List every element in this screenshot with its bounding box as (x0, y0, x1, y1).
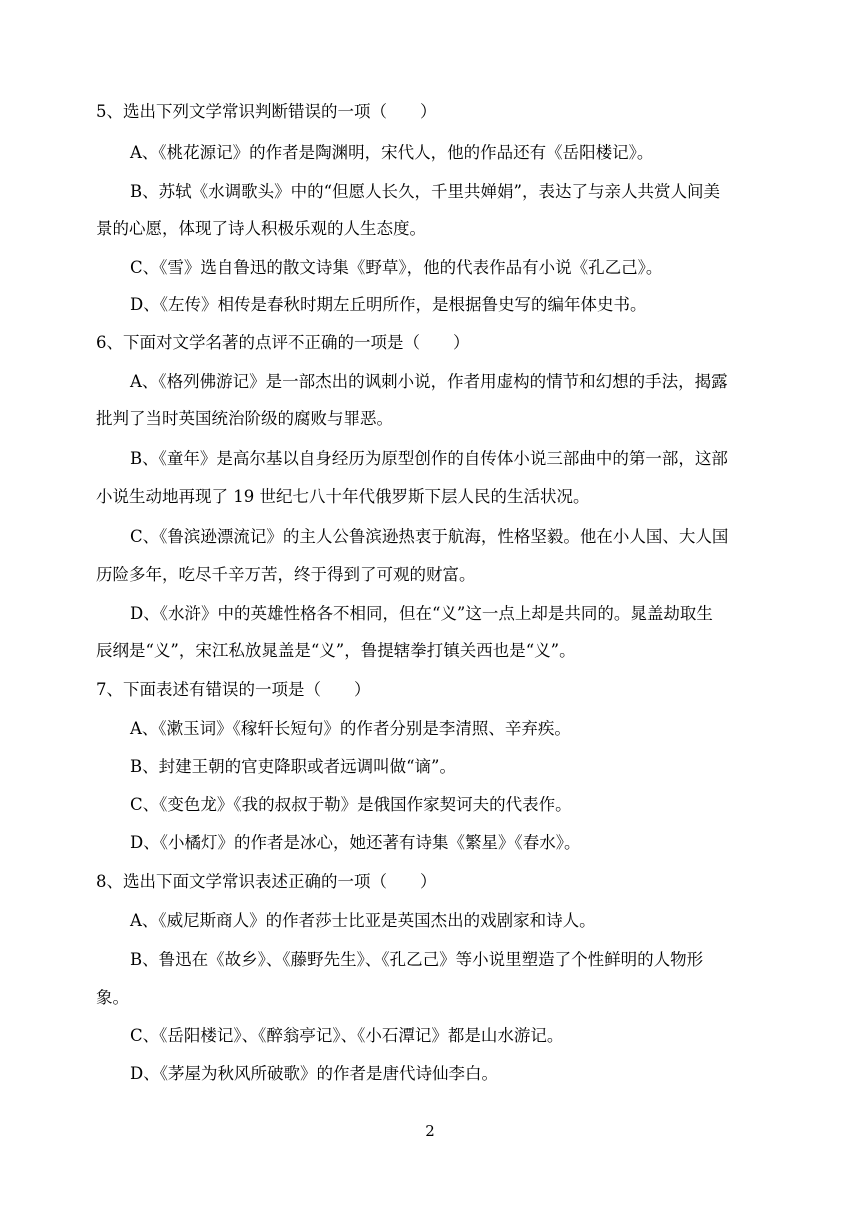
question-8-stem: 8、选出下面文学常识表述正确的一项（ ） (96, 872, 437, 891)
question-6-option-d: D、《水浒》中的英雄性格各不相同，但在“义”这一点上却是共同的。晁盖劫取生 (130, 604, 713, 623)
question-6-option-d-continued: 辰纲是“义”，宋江私放晁盖是“义”，鲁提辖拳打镇关西也是“义”。 (96, 641, 576, 660)
question-6-stem: 6、下面对文学名著的点评不正确的一项是（ ） (96, 333, 470, 352)
question-7-stem: 7、下面表述有错误的一项是（ ） (96, 680, 371, 699)
question-6-option-b: B、《童年》是高尔基以自身经历为原型创作的自传体小说三部曲中的第一部，这部 (130, 449, 728, 468)
question-8-option-b-continued: 象。 (96, 988, 129, 1007)
question-5-option-d: D、《左传》相传是春秋时期左丘明所作，是根据鲁史写的编年体史书。 (130, 295, 647, 314)
question-5-stem: 5、选出下列文学常识判断错误的一项（ ） (96, 102, 437, 121)
question-7-option-a: A、《漱玉词》《稼轩长短句》的作者分别是李清照、辛弃疾。 (130, 719, 571, 738)
question-6-option-a-continued: 批判了当时英国统治阶级的腐败与罪恶。 (96, 409, 393, 428)
question-6-option-b-continued: 小说生动地再现了 19 世纪七八十年代俄罗斯下层人民的生活状况。 (96, 487, 590, 506)
question-8-option-b: B、鲁迅在《故乡》、《藤野先生》、《孔乙己》等小说里塑造了个性鲜明的人物形 (130, 950, 704, 969)
question-7-option-b: B、封建王朝的官吏降职或者远调叫做“谪”。 (130, 757, 456, 776)
question-6-option-a: A、《格列佛游记》是一部杰出的讽刺小说，作者用虚构的情节和幻想的手法，揭露 (130, 372, 728, 391)
question-7-option-d: D、《小橘灯》的作者是冰心，她还著有诗集《繁星》《春水》。 (130, 833, 581, 852)
question-8-option-c: C、《岳阳楼记》、《醉翁亭记》、《小石潭记》都是山水游记。 (130, 1026, 564, 1045)
question-5-option-b: B、苏轼《水调歌头》中的“但愿人长久，千里共婵娟”，表达了与亲人共赏人间美 (130, 182, 720, 201)
question-8-option-a: A、《威尼斯商人》的作者莎士比亚是英国杰出的戏剧家和诗人。 (130, 911, 596, 930)
question-6-option-c-continued: 历险多年，吃尽千辛万苦，终于得到了可观的财富。 (96, 565, 476, 584)
question-6-option-c: C、《鲁滨逊漂流记》的主人公鲁滨逊热衷于航海，性格坚毅。他在小人国、大人国 (130, 527, 729, 546)
page-number: 2 (425, 1122, 435, 1140)
question-5-option-b-continued: 景的心愿，体现了诗人积极乐观的人生态度。 (96, 219, 426, 238)
question-5-option-a: A、《桃花源记》的作者是陶渊明，宋代人，他的作品还有《岳阳楼记》。 (130, 143, 654, 162)
question-5-option-c: C、《雪》选自鲁迅的散文诗集《野草》，他的代表作品有小说《孔乙己》。 (130, 258, 663, 277)
question-8-option-d: D、《茅屋为秋风所破歌》的作者是唐代诗仙李白。 (130, 1064, 498, 1083)
question-7-option-c: C、《变色龙》《我的叔叔于勒》是俄国作家契诃夫的代表作。 (130, 795, 572, 814)
